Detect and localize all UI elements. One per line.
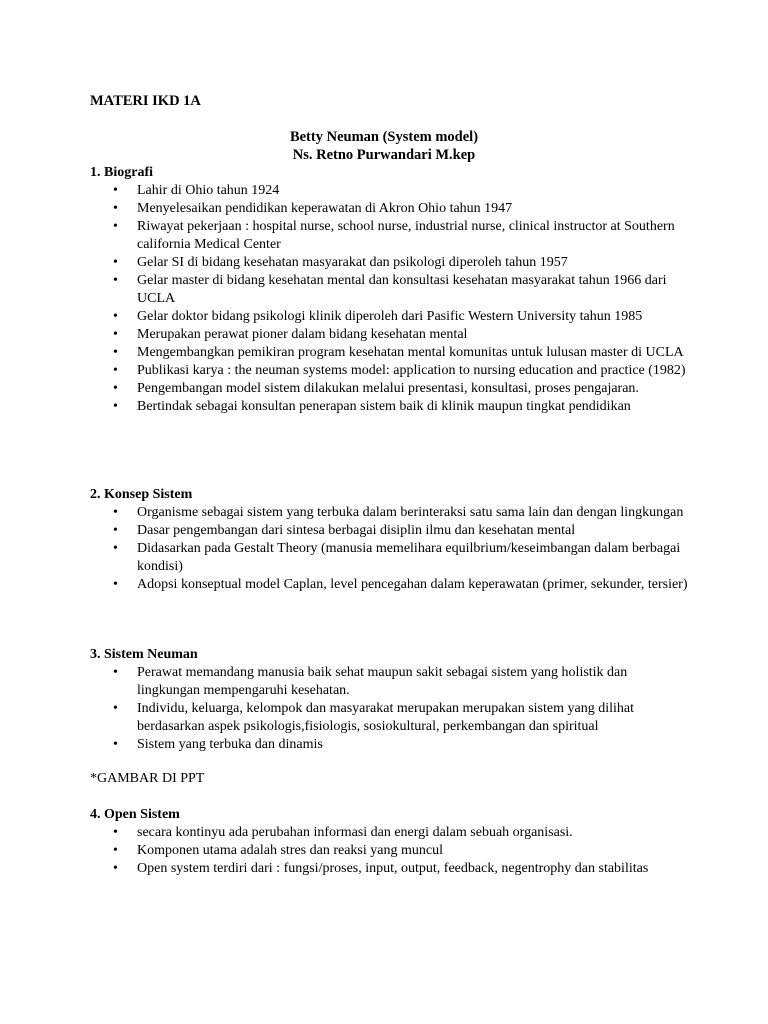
list-item: • Perawat memandang manusia baik sehat maupun sakit sebagai sistem yang holistik dan lingkungan mempengaruhi kesehatan. — [90, 664, 690, 700]
list-item: • Pengembangan model sistem dilakukan melalui presentasi, konsultasi, proses pengajaran. — [90, 380, 690, 398]
list-item: • Gelar SI di bidang kesehatan masyarakat dan psikologi diperoleh tahun 1957 — [90, 254, 690, 272]
document-title: MATERI IKD 1A — [90, 93, 201, 109]
section-konsep-sistem — [90, 486, 690, 594]
list-item: • Publikasi karya : the neuman systems model: application to nursing education and practice (1982) — [90, 362, 690, 380]
topic-heading: Betty Neuman (System model) — [289, 129, 479, 145]
bullet-list — [90, 824, 690, 878]
list-item: • Organisme sebagai sistem yang terbuka dalam berinteraksi satu sama lain dan dengan lingkungan — [90, 504, 690, 522]
ppt-note: *GAMBAR DI PPT — [90, 771, 205, 786]
author-heading: Ns. Retno Purwandari M.kep — [292, 147, 476, 163]
list-item: • secara kontinyu ada perubahan informasi dan energi dalam sebuah organisasi. — [90, 824, 690, 842]
section-title: 2. Konsep Sistem — [90, 487, 193, 502]
bullet-list — [90, 182, 690, 416]
list-item: • Dasar pengembangan dari sintesa berbagai disiplin ilmu dan kesehatan mental — [90, 522, 690, 540]
list-item: • Mengembangkan pemikiran program kesehatan mental komunitas untuk lulusan master di UCLA — [90, 344, 690, 362]
list-item: • Didasarkan pada Gestalt Theory (manusia memelihara equilbrium/keseimbangan dalam berbagai kondisi) — [90, 540, 690, 576]
list-item: • Open system terdiri dari : fungsi/proses, input, output, feedback, negentrophy dan stabilitas — [90, 860, 690, 878]
list-item: • Lahir di Ohio tahun 1924 — [90, 182, 690, 200]
section-biografi — [90, 164, 690, 416]
list-item: • Gelar doktor bidang psikologi klinik diperoleh dari Pasific Western University tahun 1985 — [90, 308, 690, 326]
section-title: 3. Sistem Neuman — [90, 647, 198, 662]
list-item: • Komponen utama adalah stres dan reaksi yang muncul — [90, 842, 690, 860]
bullet-list — [90, 504, 690, 594]
section-open-sistem — [90, 806, 690, 878]
list-item: • Sistem yang terbuka dan dinamis — [90, 736, 690, 754]
list-item: • Merupakan perawat pioner dalam bidang kesehatan mental — [90, 326, 690, 344]
list-item: • Bertindak sebagai konsultan penerapan sistem baik di klinik maupun tingkat pendidikan — [90, 398, 690, 416]
bullet-list — [90, 664, 690, 754]
list-item: • Menyelesaikan pendidikan keperawatan di Akron Ohio tahun 1947 — [90, 200, 690, 218]
section-title: 1. Biografi — [90, 165, 153, 180]
section-title: 4. Open Sistem — [90, 807, 180, 822]
list-item: • Gelar master di bidang kesehatan mental dan konsultasi kesehatan masyarakat tahun 1966 dari UCLA — [90, 272, 690, 308]
section-sistem-neuman — [90, 646, 690, 754]
list-item: • Adopsi konseptual model Caplan, level pencegahan dalam keperawatan (primer, sekunder, tersier) — [90, 576, 690, 594]
list-item: • Riwayat pekerjaan : hospital nurse, school nurse, industrial nurse, clinical instructor at Southern california Medical Center — [90, 218, 690, 254]
list-item: • Individu, keluarga, kelompok dan masyarakat merupakan merupakan sistem yang dilihat berdasarkan aspek psikologis,fisiologis, sosiokultural, perkembangan dan spiritual — [90, 700, 690, 736]
